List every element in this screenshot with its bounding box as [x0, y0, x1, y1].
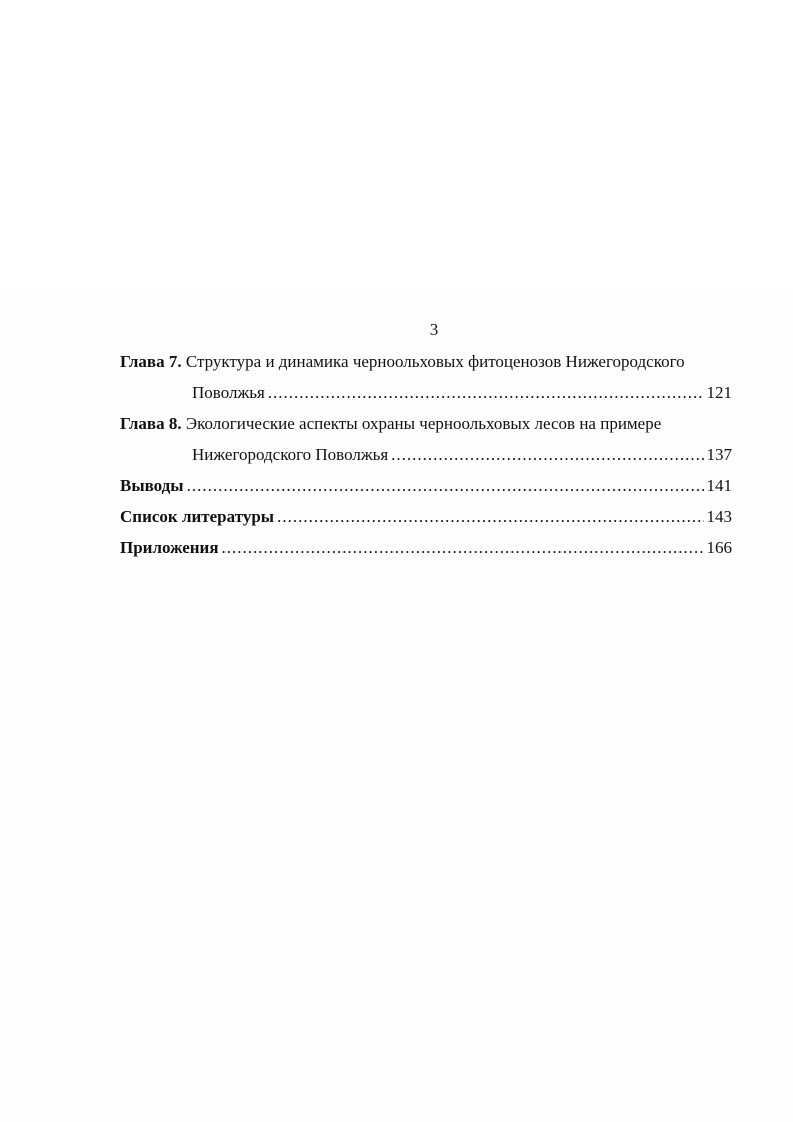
toc-entry-title [120, 532, 219, 563]
dot-leader [391, 439, 703, 470]
section-heading: Выводы [120, 476, 184, 495]
chapter-title-continuation: Поволжья [192, 383, 265, 402]
page-ref: 166 [706, 538, 732, 557]
toc-entry-chapter7-continuation [120, 377, 732, 408]
dot-leader [187, 470, 704, 501]
chapter-heading: Глава 7. [120, 352, 182, 371]
toc-entry-chapter7 [120, 346, 732, 377]
section-heading: Приложения [120, 538, 219, 557]
dot-leader [277, 501, 703, 532]
toc-entry-title [120, 408, 661, 439]
toc-entry-references [120, 501, 732, 532]
page-ref: 121 [706, 383, 732, 402]
dot-leader [222, 532, 704, 563]
dot-leader [268, 377, 704, 408]
chapter-title: Экологические аспекты охраны черноольховых лесов на примере [185, 414, 662, 433]
toc-entry-title [120, 470, 184, 501]
toc-entry-title [120, 346, 685, 377]
toc-entry-chapter8 [120, 408, 732, 439]
page-ref: 141 [706, 476, 732, 495]
page-ref: 143 [706, 507, 732, 526]
section-heading: Список литературы [120, 507, 275, 526]
toc-entry-title [120, 501, 274, 532]
page-number: 3 [429, 320, 439, 339]
toc-entry-appendices [120, 532, 732, 563]
page-ref: 137 [706, 445, 732, 464]
chapter-heading: Глава 8. [120, 414, 182, 433]
chapter-title: Структура и динамика черноольховых фитоценозов Нижегородского [185, 352, 685, 371]
toc-entry-chapter8-continuation [120, 439, 732, 470]
toc-entry-conclusions [120, 470, 732, 501]
table-of-contents [120, 346, 732, 563]
chapter-title-continuation: Нижегородского Поволжья [192, 445, 389, 464]
